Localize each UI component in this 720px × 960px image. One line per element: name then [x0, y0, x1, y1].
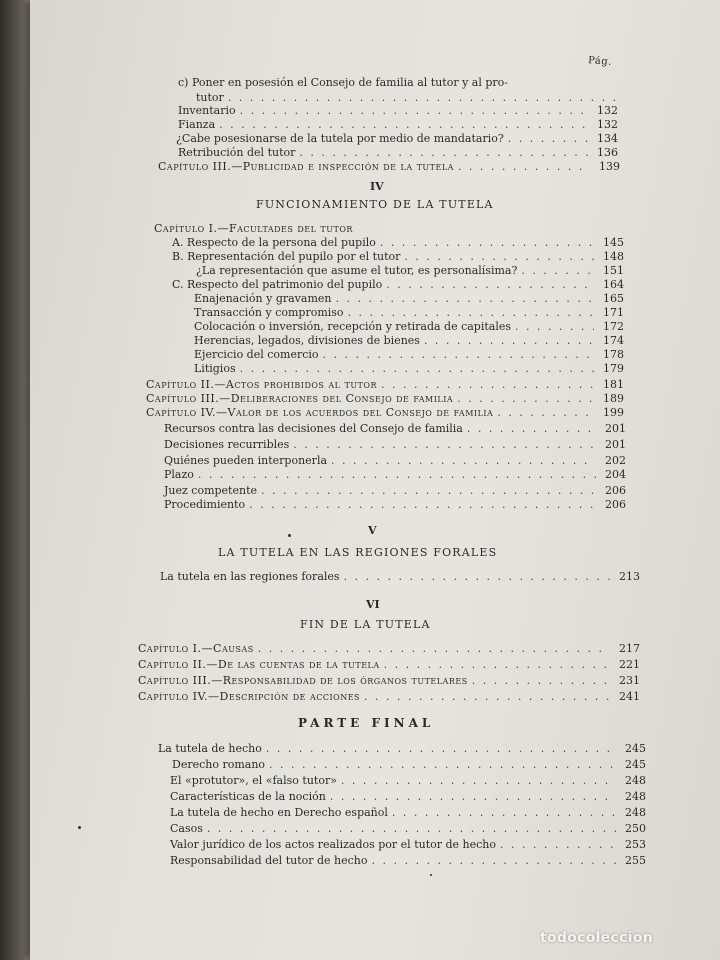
toc-entry: Capítulo I.—Causas . . . 217	[138, 642, 640, 658]
toc-entry: La tutela en las regiones forales . . . 213	[160, 570, 640, 586]
part-title: FUNCIONAMIENTO DE LA TUTELA	[256, 198, 494, 211]
toc-entry: Capítulo IV.—Valor de los acuerdos del Consejo de familia . . . 199	[146, 406, 624, 422]
toc-entry: Quiénes pueden interponerla . . . 202	[164, 454, 626, 470]
toc-entry: Ejercicio del comercio . . . 178	[194, 348, 624, 364]
part-title: FIN DE LA TUTELA	[300, 618, 431, 631]
toc-entry: Capítulo III.—Responsabilidad de los órganos tutelares . . . 231	[138, 674, 640, 690]
part-title: PARTE FINAL	[298, 716, 435, 730]
toc-entry: La tutela de hecho . . . 245	[158, 742, 646, 758]
toc-entry: Capítulo III.—Publicidad e inspección de la tutela . . . 139	[158, 160, 620, 176]
toc-entry: Inventario . . . 132	[178, 104, 618, 120]
toc-entry: Capítulo IV.—Descripción de acciones . . . 241	[138, 690, 640, 706]
part-number: VI	[366, 598, 380, 611]
toc-entry: C. Respecto del patrimonio del pupilo . . . 164	[172, 278, 624, 294]
page-column-header: Pág.	[587, 55, 613, 68]
toc-entry: Casos . . . 250	[170, 822, 646, 838]
toc-entry: Enajenación y gravamen . . . 165	[194, 292, 624, 308]
toc-entry: Derecho romano . . . 245	[172, 758, 646, 774]
toc-entry: Retribución del tutor . . . 136	[178, 146, 618, 162]
ink-mark	[78, 826, 81, 829]
watermark-logo: todocoleccion	[540, 930, 654, 946]
toc-entry: Procedimiento . . . 206	[164, 498, 626, 514]
toc-entry: Transacción y compromiso . . . 171	[194, 306, 624, 322]
toc-entry: El «protutor», el «falso tutor» . . . 248	[170, 774, 646, 790]
toc-entry: Recursos contra las decisiones del Consejo de familia . . . 201	[164, 422, 626, 438]
toc-entry: Capítulo II.—Actos prohibidos al tutor . . . 181	[146, 378, 624, 394]
toc-entry: Responsabilidad del tutor de hecho . . . 255	[170, 854, 646, 870]
toc-entry: tutor . . .	[196, 91, 616, 107]
toc-entry: c) Poner en posesión el Consejo de familia al tutor y al pro-	[178, 76, 508, 89]
toc-entry: Decisiones recurribles . . . 201	[164, 438, 626, 454]
toc-entry: ¿La representación que asume el tutor, es personalísima? . . . 151	[196, 264, 624, 280]
toc-entry: A. Respecto de la persona del pupilo . . . 145	[172, 236, 624, 252]
toc-entry: Colocación o inversión, recepción y retirada de capitales . . . 172	[194, 320, 624, 336]
toc-entry: ¿Cabe posesionarse de la tutela por medio de mandatario? . . . 134	[176, 132, 618, 148]
part-title: LA TUTELA EN LAS REGIONES FORALES	[218, 546, 498, 559]
toc-entry: Plazo . . . 204	[164, 468, 626, 484]
toc-entry: Fianza . . . 132	[178, 118, 618, 134]
toc-entry: Litigios . . . 179	[194, 362, 624, 378]
toc-entry: Herencias, legados, divisiones de bienes . . . 174	[194, 334, 624, 350]
part-number: IV	[370, 180, 384, 193]
toc-entry: Valor jurídico de los actos realizados por el tutor de hecho . . . 253	[170, 838, 646, 854]
toc-entry: Juez competente . . . 206	[164, 484, 626, 500]
toc-entry: La tutela de hecho en Derecho español . . . 248	[170, 806, 646, 822]
toc-entry: Capítulo II.—De las cuentas de la tutela . . . 221	[138, 658, 640, 674]
toc-entry: Capítulo III.—Deliberaciones del Consejo de familia . . . 189	[146, 392, 624, 408]
toc-entry: Capítulo I.—Facultades del tutor	[154, 222, 353, 235]
ink-mark	[288, 534, 291, 537]
ink-mark	[430, 874, 432, 876]
toc-entry: Características de la noción . . . 248	[170, 790, 646, 806]
part-number: V	[368, 524, 377, 537]
toc-entry: B. Representación del pupilo por el tutor . . . 148	[172, 250, 624, 266]
